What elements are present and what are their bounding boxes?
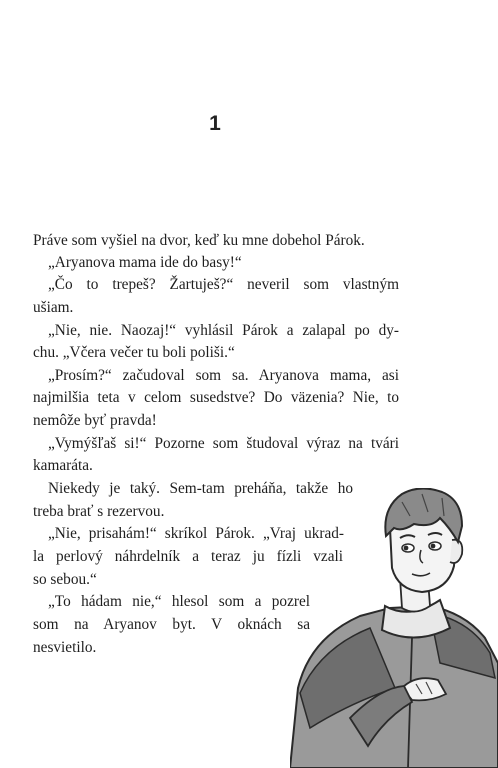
text-line: „Prosím?“ začudoval som sa. Aryanova mama, asi [48,367,399,384]
text-line: nemôže byť pravda! [33,412,157,429]
text-line: chu. „Včera večer tu boli poliši.“ [33,344,235,361]
chapter-number: 1 [209,112,221,135]
text-line: som na Aryanov byt. V oknách sa [33,616,310,633]
text-line: nesvietilo. [33,639,97,656]
text-line: „To hádam nie,“ hlesol som a pozrel [48,593,310,610]
text-line: Práve som vyšiel na dvor, keď ku mne dobehol Párok. [33,232,365,249]
text-line: najmilšia teta v celom susedstve? Do väzenia? Nie, to [33,389,399,406]
text-line: la perlový náhrdelník a teraz ju fízli vzali [33,548,343,565]
text-line: „Nie, nie. Naozaj!“ vyhlásil Párok a zalapal po dy- [48,322,399,339]
boy-illustration [290,488,498,768]
text-line: „Čo to trepeš? Žartuješ?“ neveril som vlastným [48,276,399,293]
text-line: „Nie, prisahám!“ skríkol Párok. „Vraj ukrad- [48,525,344,542]
text-line: Niekedy je taký. Sem-tam preháňa, takže ho [48,480,353,497]
text-line: ušiam. [33,299,74,316]
text-line: treba brať s rezervou. [33,503,165,520]
text-line: „Aryanova mama ide do basy!“ [48,254,242,271]
text-line: kamaráta. [33,457,93,474]
text-line: „Vymýšľaš si!“ Pozorne som študoval výraz na tvári [48,435,399,452]
text-line: so sebou.“ [33,571,97,588]
